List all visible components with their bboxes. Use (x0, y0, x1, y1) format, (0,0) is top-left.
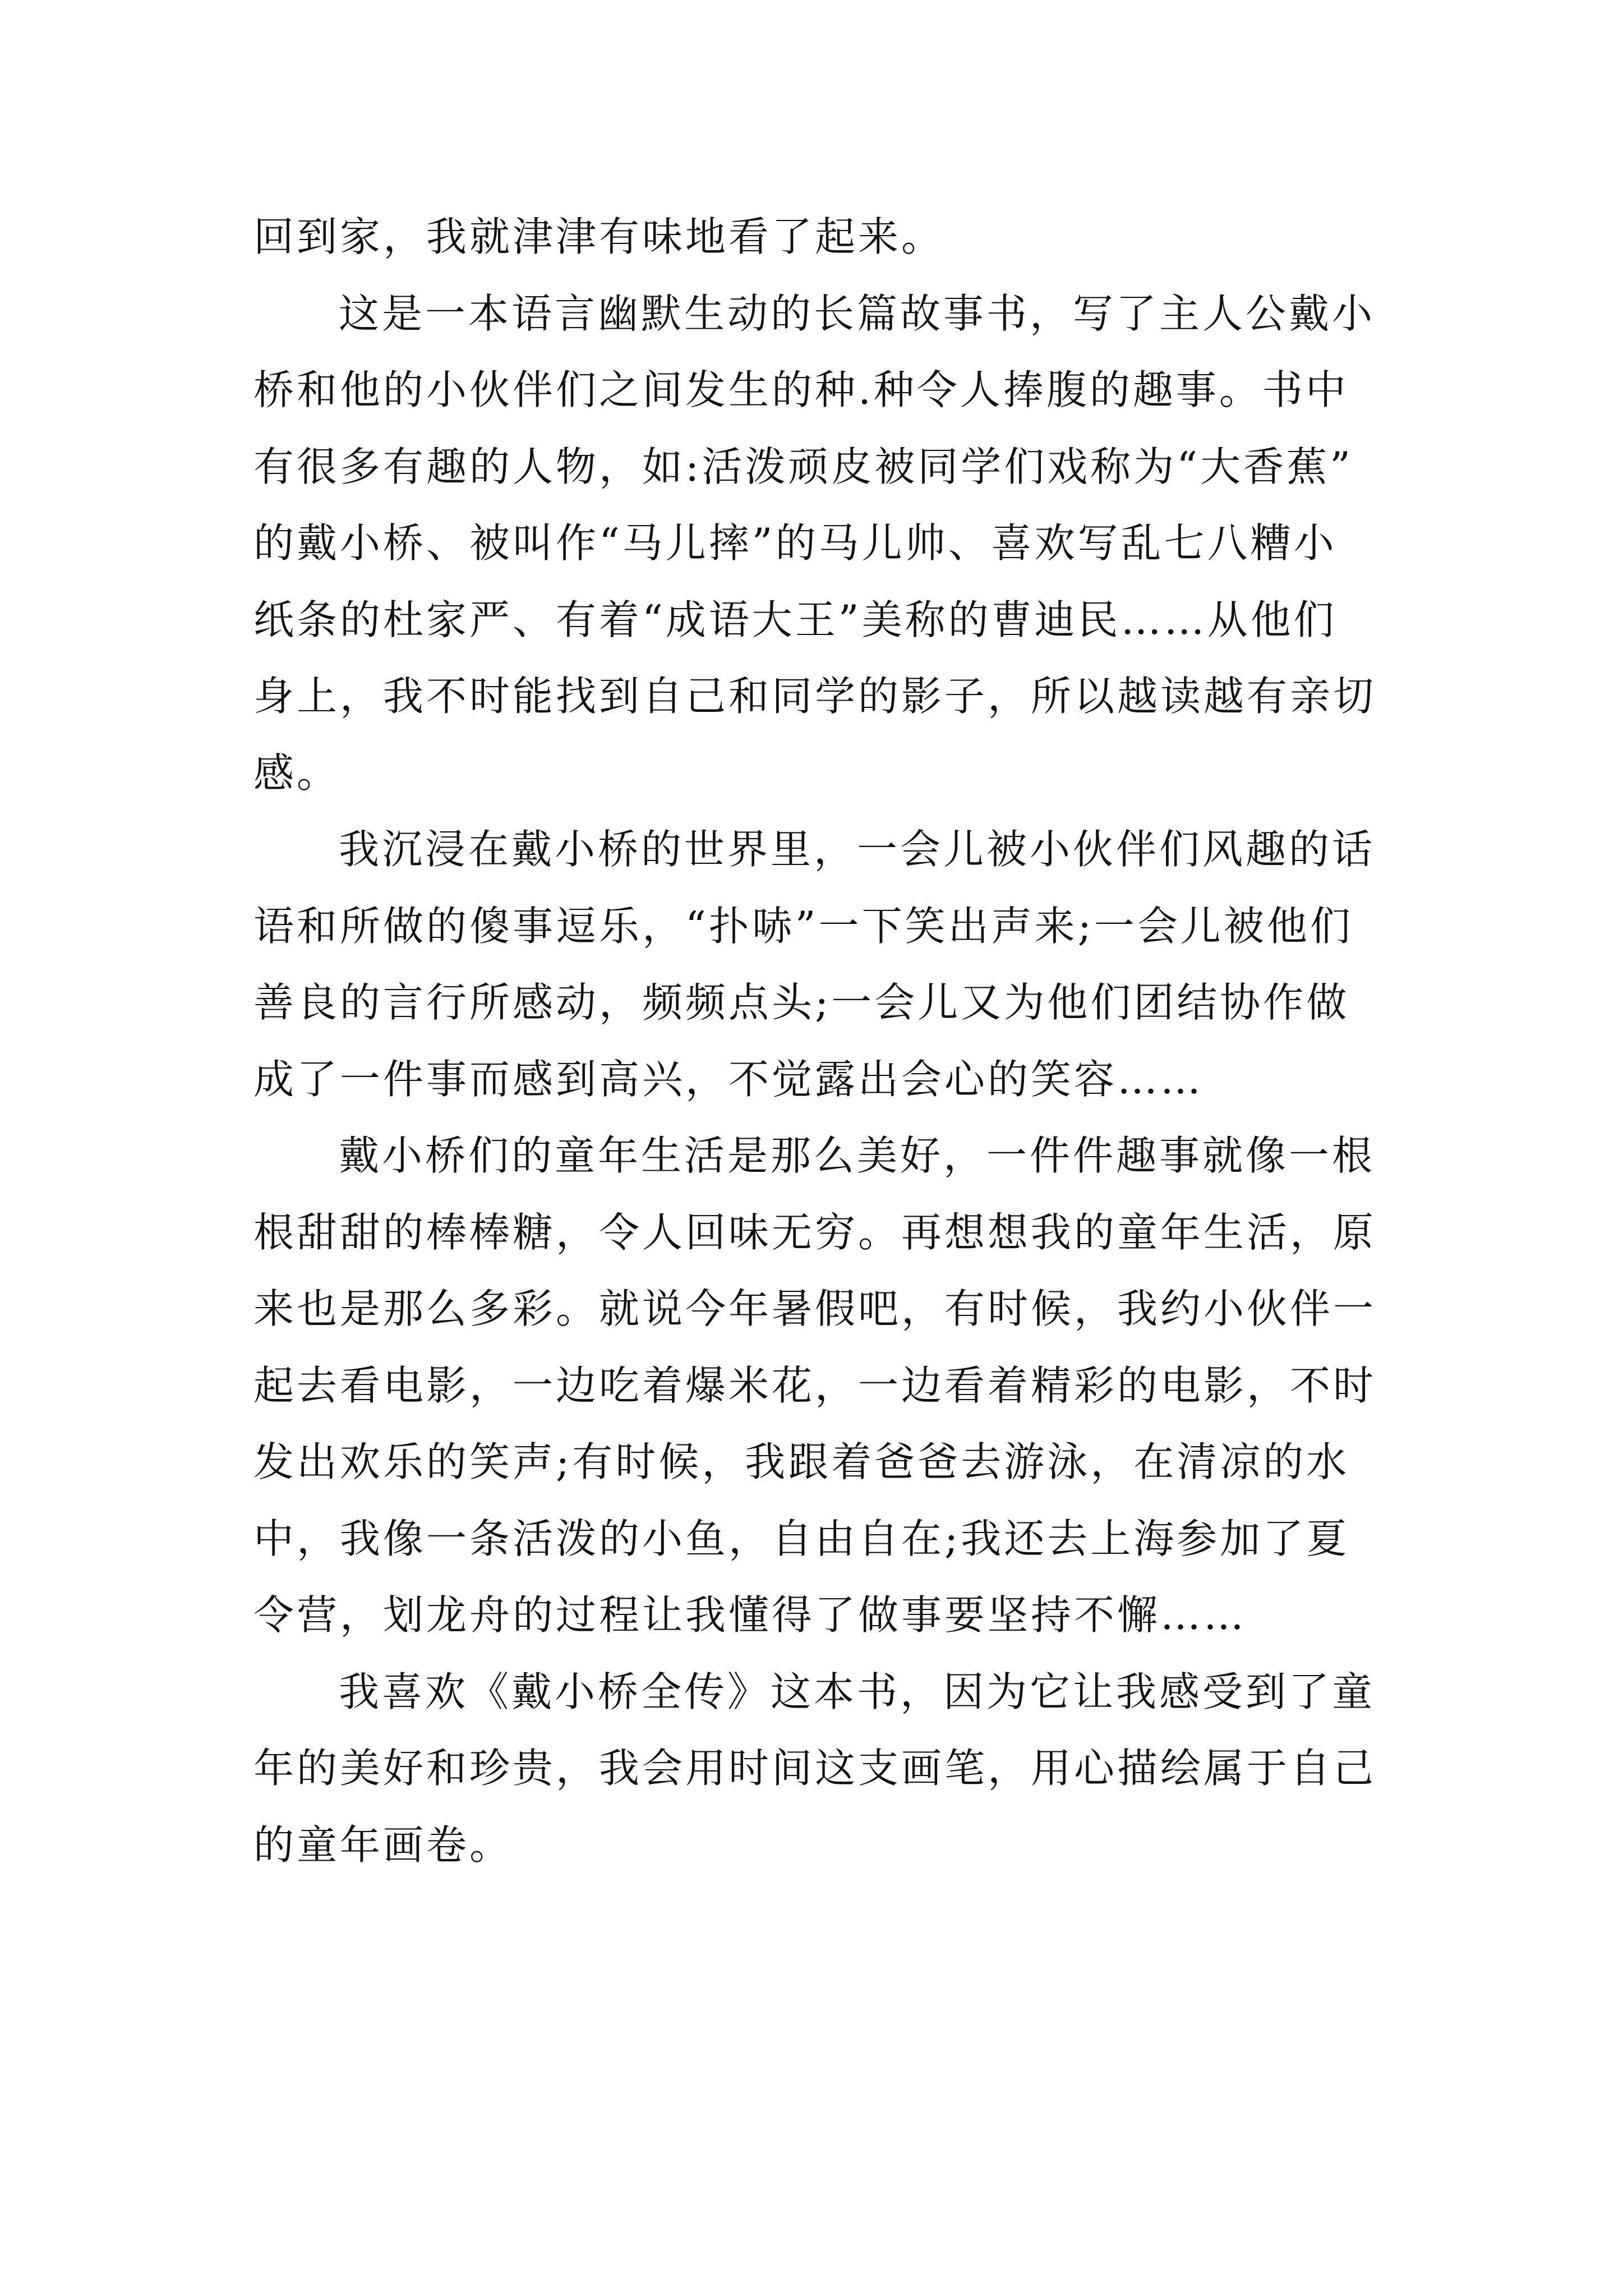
text-line: 语和所做的傻事逗乐，“扑哧”一下笑出声来;一会儿被他们 (253, 902, 1353, 950)
text-line: 发出欢乐的笑声;有时候，我跟着爸爸去游泳，在清凉的水 (253, 1438, 1350, 1485)
text-line: 根甜甜的棒棒糖，令人回味无穷。再想想我的童年生活，原 (253, 1208, 1377, 1256)
text-line: 中，我像一条活泼的小鱼，自由自在;我还去上海参加了夏 (253, 1515, 1350, 1562)
text-line: 纸条的杜家严、有着“成语大王”美称的曹迪民……从他们 (253, 596, 1337, 643)
text-line: 年的美好和珍贵，我会用时间这支画笔，用心描绘属于自己 (253, 1745, 1377, 1792)
text-line: 善良的言行所感动，频频点头;一会儿又为他们团结协作做 (253, 979, 1350, 1026)
text-line: 桥和他的小伙伴们之间发生的种.种令人捧腹的趣事。书中 (253, 366, 1349, 413)
essay-body (253, 199, 1386, 1883)
text-line: 感。 (253, 749, 340, 797)
text-line: 的戴小桥、被叫作“马儿摔”的马儿帅、喜欢写乱七八糟小 (253, 519, 1337, 567)
text-line: 戴小桥们的童年生活是那么美好，一件件趣事就像一根 (339, 1132, 1376, 1179)
text-line: 身上，我不时能找到自己和同学的影子，所以越读越有亲切 (253, 673, 1377, 720)
text-line: 来也是那么多彩。就说今年暑假吧，有时候，我约小伙伴一 (253, 1285, 1377, 1332)
text-line: 成了一件事而感到高兴，不觉露出会心的笑容…… (253, 1055, 1204, 1103)
text-line: 我喜欢《戴小桥全传》这本书，因为它让我感受到了童 (339, 1668, 1376, 1715)
text-line: 这是一本语言幽默生动的长篇故事书，写了主人公戴小 (339, 289, 1376, 337)
text-line: 令营，划龙舟的过程让我懂得了做事要坚持不懈…… (253, 1591, 1247, 1639)
text-line: 的童年画卷。 (253, 1821, 513, 1869)
text-line: 有很多有趣的人物，如:活泼顽皮被同学们戏称为“大香蕉” (253, 443, 1353, 490)
text-line: 我沉浸在戴小桥的世界里，一会儿被小伙伴们风趣的话 (339, 826, 1376, 873)
text-line: 回到家，我就津津有味地看了起来。 (253, 213, 945, 260)
text-line: 起去看电影，一边吃着爆米花，一边看着精彩的电影，不时 (253, 1361, 1377, 1409)
